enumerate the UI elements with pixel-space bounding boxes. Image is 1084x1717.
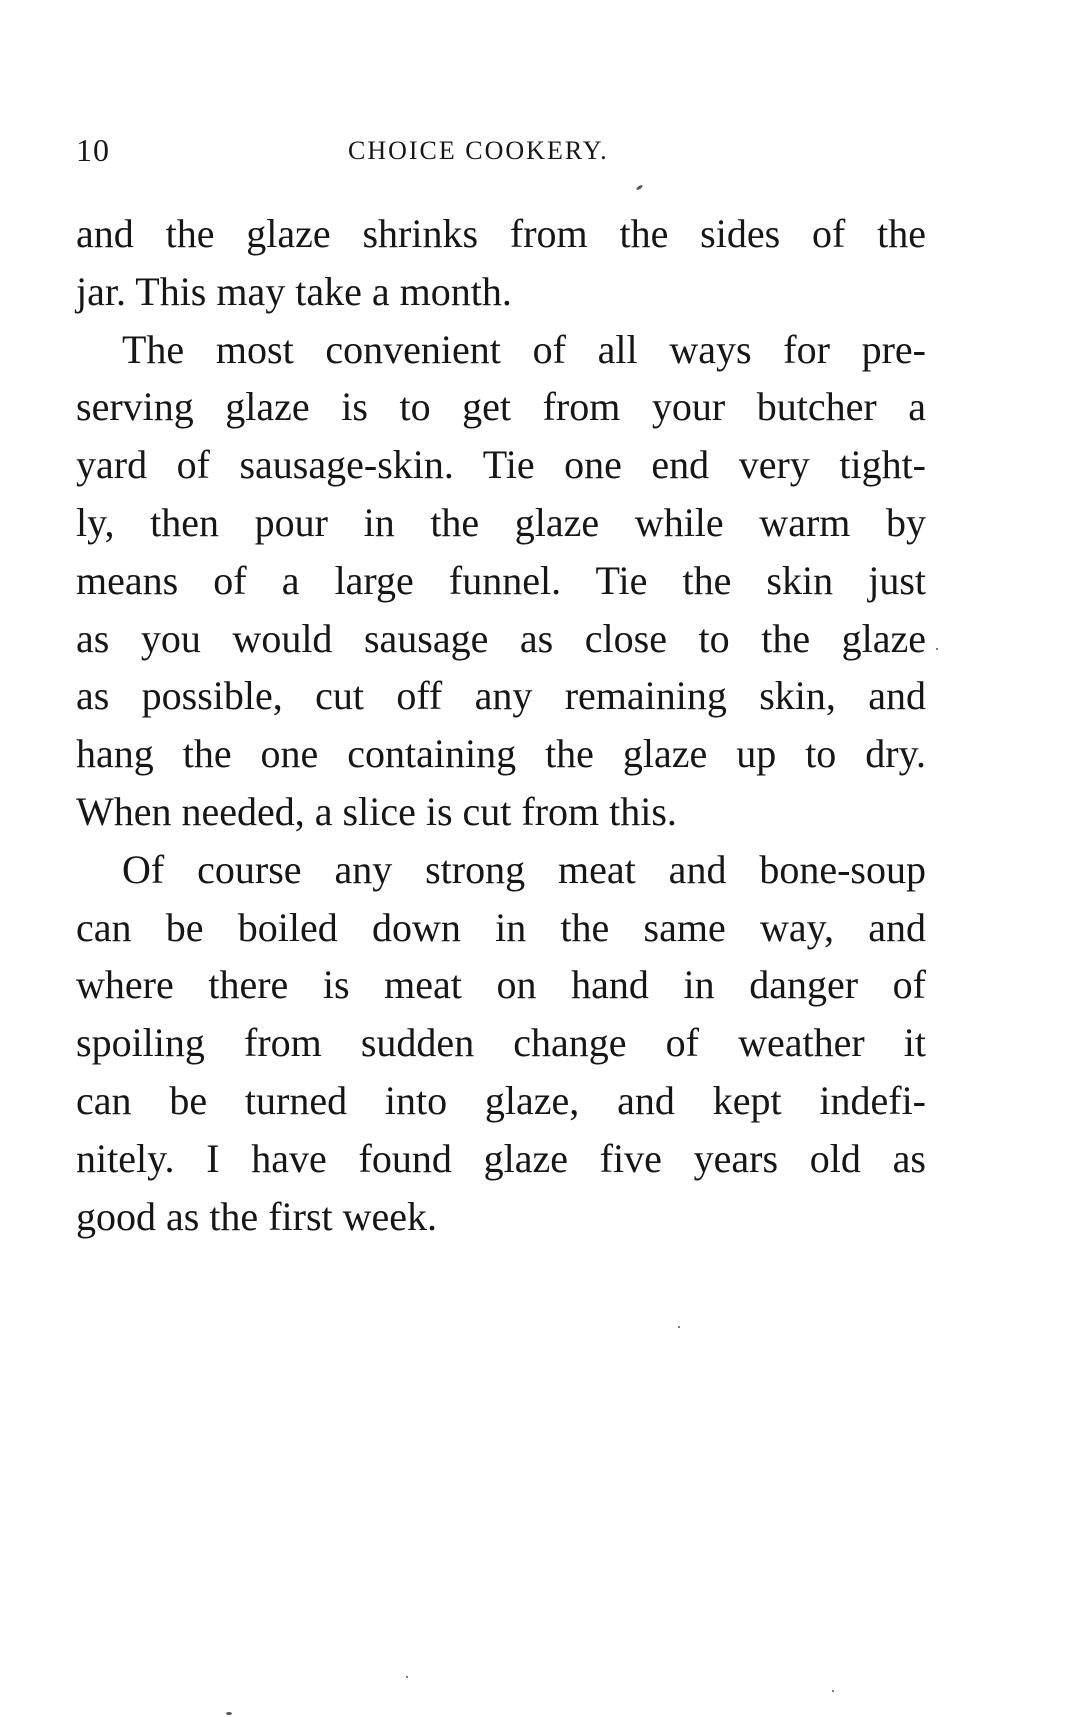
paragraph bbox=[76, 321, 926, 841]
scan-speck bbox=[636, 184, 643, 190]
text-line: serving glaze is to get from your butcher a bbox=[76, 384, 926, 430]
text-line: The most convenient of all ways for pre- bbox=[122, 326, 926, 372]
text-line: means of a large funnel. Tie the skin just bbox=[76, 557, 926, 603]
scan-speck bbox=[406, 1676, 408, 1678]
text-line: as you would sausage as close to the glaze bbox=[76, 615, 926, 661]
text-line: yard of sausage-skin. Tie one end very tight- bbox=[76, 442, 926, 488]
text-line: nitely. I have found glaze five years old as bbox=[76, 1135, 926, 1181]
text-line: can be turned into glaze, and kept indefi- bbox=[76, 1077, 926, 1123]
text-line: ly, then pour in the glaze while warm by bbox=[76, 499, 926, 545]
paragraph bbox=[76, 841, 926, 1246]
scan-speck bbox=[678, 1326, 680, 1328]
text-line: as possible, cut off any remaining skin, and bbox=[76, 673, 926, 719]
text-line: and the glaze shrinks from the sides of the bbox=[76, 211, 926, 256]
text-line: Of course any strong meat and bone-soup bbox=[122, 846, 926, 892]
running-title: CHOICE COOKERY. bbox=[348, 136, 609, 165]
text-line: spoiling from sudden change of weather it bbox=[76, 1020, 926, 1066]
text-line: jar. This may take a month. bbox=[76, 268, 512, 314]
scan-speck bbox=[832, 1690, 834, 1692]
running-head bbox=[76, 132, 926, 172]
text-line: can be boiled down in the same way, and bbox=[76, 904, 926, 950]
text-line: where there is meat on hand in danger of bbox=[76, 962, 926, 1008]
scan-speck bbox=[226, 1712, 232, 1715]
text-line: hang the one containing the glaze up to dry. bbox=[76, 731, 926, 777]
body-text bbox=[76, 205, 926, 1245]
paragraph bbox=[76, 205, 926, 321]
text-line: When needed, a slice is cut from this. bbox=[76, 788, 677, 834]
scan-speck bbox=[936, 648, 938, 650]
page-number: 10 bbox=[76, 132, 110, 168]
text-line: good as the first week. bbox=[76, 1193, 438, 1239]
